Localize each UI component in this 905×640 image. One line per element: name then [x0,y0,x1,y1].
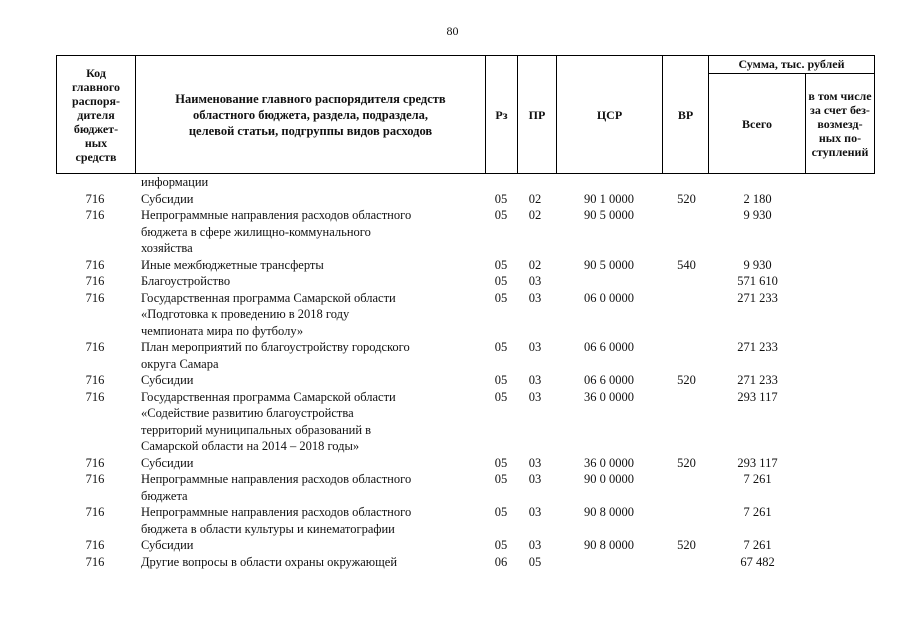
row-pr: 03 [528,505,542,519]
row-name-line: бюджета в области культуры и кинематографии [141,521,395,536]
row-name-line: округа Самара [141,356,219,371]
row-total: 271 233 [737,373,778,387]
row-vr: 520 [677,373,696,387]
header-code-line: ных [84,135,108,150]
table-header [56,55,875,174]
row-name-line: бюджета в сфере жилищно-коммунального [141,224,371,239]
table-row [0,455,905,472]
row-name-line: Непрограммные направления расходов областного [141,208,412,222]
row-rz: 05 [494,257,508,272]
header-code-line: Код [86,65,106,80]
header-bez-line: в том числе [808,88,872,103]
row-rz: 05 [494,274,508,288]
row-total: 67 482 [740,554,775,569]
header-name-line: Наименование главного распорядителя средств [175,91,446,106]
row-total: 7 261 [743,505,772,519]
row-code: 716 [85,191,105,206]
row-pr: 03 [528,389,542,404]
row-name-line: Субсидии [141,373,194,387]
row-name-line: Государственная программа Самарской области [141,290,396,305]
table-row [0,471,905,504]
row-total: 9 930 [743,208,772,222]
row-pr: 03 [528,274,542,288]
row-rz: 05 [494,191,508,206]
header-rz: Рз [495,107,508,122]
row-name-line: Непрограммные направления расходов областного [141,505,412,519]
row-code: 716 [85,472,105,486]
row-csr: 36 0 0000 [584,455,634,470]
header-bez [806,74,874,173]
row-name [141,554,486,571]
row-name-line: хозяйства [141,241,193,255]
row-vr: 520 [677,538,696,552]
row-name-line: территорий муниципальных образований в [141,422,372,437]
row-csr: 06 6 0000 [584,373,634,387]
header-pr: ПР [528,107,546,122]
row-name [141,191,486,208]
row-pr: 03 [528,340,542,354]
header-vr: ВР [677,107,694,122]
header-sum-title: Сумма, тыс. рублей [738,57,845,71]
row-csr: 90 8 0000 [584,538,634,552]
row-name [141,174,486,191]
row-pr: 03 [528,538,542,552]
table-body [0,174,905,570]
row-csr: 90 5 0000 [584,208,634,222]
row-csr: 90 0 0000 [584,472,634,486]
header-code-line: средств [75,149,117,164]
row-pr: 03 [528,373,542,387]
row-name [141,537,486,554]
row-csr: 36 0 0000 [584,389,634,404]
row-code: 716 [85,505,105,519]
row-total: 293 117 [737,389,778,404]
header-bez-line: за счет без- [810,102,870,117]
row-total: 271 233 [737,340,778,354]
table-row [0,339,905,372]
row-name-line: Непрограммные направления расходов областного [141,472,412,486]
row-code: 716 [85,455,105,470]
header-code [57,56,135,173]
row-csr: 90 8 0000 [584,505,634,519]
table-row [0,191,905,208]
header-bez-line: возмезд- [817,116,863,131]
row-name [141,455,486,472]
header-bez-line: ных по- [818,130,862,145]
header-name-line: областного бюджета, раздела, подраздела, [192,107,429,122]
row-csr: 06 0 0000 [584,290,634,305]
row-pr: 05 [528,554,542,569]
row-name-line: Субсидии [141,191,194,206]
row-total: 2 180 [743,191,772,206]
table-row [0,389,905,455]
row-name [141,339,486,372]
header-code-line: распоря- [71,93,121,108]
row-code: 716 [85,290,105,305]
row-vr: 540 [677,257,696,272]
row-name-line: бюджета [141,488,188,503]
row-total: 293 117 [737,455,778,470]
row-pr: 03 [528,455,542,470]
row-csr: 90 1 0000 [584,191,634,206]
table-row [0,257,905,274]
row-name [141,290,486,340]
table-row [0,504,905,537]
row-rz: 05 [494,455,508,470]
row-pr: 02 [528,208,542,222]
row-pr: 02 [528,191,542,206]
row-rz: 05 [494,340,508,354]
row-csr: 90 5 0000 [584,257,634,272]
row-name [141,273,486,290]
row-total: 271 233 [737,290,778,305]
row-rz: 05 [494,538,508,552]
row-name [141,504,486,537]
row-code: 716 [85,373,105,387]
row-code: 716 [85,257,105,272]
row-name [141,471,486,504]
row-code: 716 [85,538,105,552]
table-row [0,372,905,389]
row-name-line: информации [141,175,209,189]
row-code: 716 [85,208,105,222]
row-csr: 06 6 0000 [584,340,634,354]
row-name-line: Другие вопросы в области охраны окружающей [141,554,398,569]
table-row [0,290,905,340]
row-rz: 05 [494,505,508,519]
row-name-line: Благоустройство [141,274,231,288]
row-name [141,389,486,455]
row-name-line: Самарской области на 2014 – 2018 годы» [141,439,360,453]
row-rz: 05 [494,290,508,305]
row-total: 9 930 [743,257,772,272]
header-code-line: главного [71,79,121,94]
header-name [136,56,485,173]
row-name-line: Иные межбюджетные трансферты [141,257,324,272]
row-rz: 06 [494,554,508,569]
row-pr: 03 [528,290,542,305]
row-rz: 05 [494,472,508,486]
row-code: 716 [85,554,105,569]
table-row [0,207,905,257]
row-name-line: чемпионата мира по футболу» [141,323,304,338]
header-code-line: бюджет- [73,121,119,136]
header-name-line: целевой статьи, подгруппы видов расходов [188,123,433,138]
header-csr: ЦСР [596,107,623,122]
row-rz: 05 [494,373,508,387]
row-name [141,257,486,274]
header-bez-line: ступлений [811,144,869,159]
row-rz: 05 [494,208,508,222]
row-name [141,207,486,257]
row-code: 716 [85,389,105,404]
row-name-line: «Содействие развитию благоустройства [141,406,354,420]
row-name-line: Субсидии [141,538,194,552]
row-name-line: «Подготовка к проведению в 2018 году [141,307,350,321]
row-name-line: Государственная программа Самарской области [141,389,396,404]
row-vr: 520 [677,455,696,470]
row-total: 7 261 [743,538,772,552]
row-total: 571 610 [737,274,778,288]
header-code-line: дителя [77,107,115,122]
row-name-line: План мероприятий по благоустройству городского [141,340,410,354]
row-total: 7 261 [743,472,772,486]
row-pr: 03 [528,472,542,486]
row-name [141,372,486,389]
row-name-line: Субсидии [141,455,194,470]
table-row [0,537,905,554]
row-code: 716 [85,340,105,354]
page-number: 80 [446,24,459,38]
row-rz: 05 [494,389,508,404]
table-row [0,174,905,191]
table-row [0,273,905,290]
row-code: 716 [85,274,105,288]
header-total: Всего [742,116,772,131]
row-vr: 520 [677,191,696,206]
table-row [0,554,905,571]
row-pr: 02 [528,257,542,272]
